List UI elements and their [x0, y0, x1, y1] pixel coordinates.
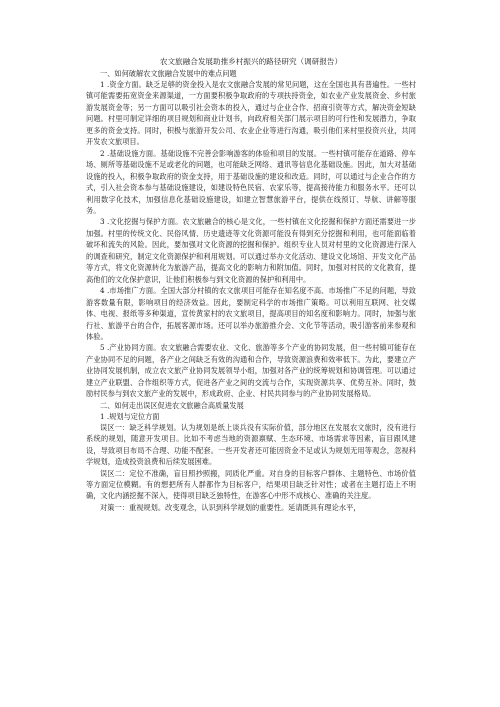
paragraph-misconception-2: 误区二：定位不准确，盲目照抄照搬，同质化严重。对自身的目标客户群体、主题特色、市场价值等方面定位模糊。有的想把所有人群都作为目标客户，结果项目缺乏针对性；或者在主题打造上不明确，文化内涵挖掘不深入，使得项目缺乏独特性，在游客心中形不成核心、准确的关注度。: [86, 468, 416, 501]
subsection-heading-planning: 1 .规划与定位方面: [100, 411, 160, 421]
document-title: 农文旅融合发展助推乡村振兴的路径研究（调研报告）: [159, 57, 343, 66]
section-heading-2: 二、如何走出误区促进农文旅融合高质量发展: [100, 400, 244, 410]
section-heading-1: 一、如何破解农文旅融合发展中的难点问题: [100, 69, 237, 78]
document-page: [86, 56, 416, 696]
paragraph-misconception-1: 误区一：缺乏科学规划。认为规划是纸上谈兵没有实际价值，部分地区在发展农文旅时，没有进行系统的规划，随意开发项目。比如不考虑当地的资源禀赋、生态环境、市场需求等因素，盲目跟风建设，导致项目布局不合理、功能不配套。一些开发者还可能因资金不足或认为规划无用等观念，忽视科学规划，造成投资浪费和后续发展困难。: [86, 422, 416, 467]
paragraph-countermeasure-1: 对策一：重视规划。改变观念，认识到科学规划的重要性。延请既具有理论水平，: [100, 502, 361, 512]
paragraph-industry-synergy: 5 .产业协同方面。农文旅融合需要农业、文化、旅游等多个产业的协同发展，但一些村镇可能存在产业协同不足的问题，各产业之间缺乏有效的沟通和合作，导致资源浪费和效率低下。为此，要建立产业协同发展机制，成立农文旅产业协同发展领导小组，加强对各产业的统筹规划和协调管理。可以通过建立产业联盟、合作组织等方式，促进各产业之间的交流与合作，实现资源共享、优势互补。同时，鼓励村民参与到农文旅产业的发展中，形成政府、企业、村民共同参与的产业协同发展格局。: [86, 343, 416, 399]
paragraph-culture: 3 .文化挖掘与保护方面。农文旅融合的核心是文化，一些村镇在文化挖掘和保护方面还需要进一步加强。村里的传统文化、民俗风情、历史遗迹等文化资源可能没有得到充分挖掘和利用，也可能面临着破坏和流失的风险。因此，要加强对文化资源的挖掘和保护。组织专业人员对村里的文化资源进行深入的调查和研究，制定文化资源保护和利用规划。可以通过举办文化活动、建设文化场馆、开发文化产品等方式，将文化资源转化为旅游产品，提高文化的影响力和附加值。同时，加强对村民的文化教育，提高他们的文化保护意识，让他们积极参与到文化资源的保护和利用中。: [86, 217, 416, 284]
paragraph-infrastructure: 2 .基础设施方面。基础设施不完善会影响游客的体验和项目的发展。一些村镇可能存在道路、停车场、厕所等基础设施不足或老化的问题，也可能缺乏网络、通讯等信息化基础设施。因此，加大对基础设施的投入，积极争取政府的资金支持，用于基础设施的建设和改造。同时，可以通过与企业合作的方式，引入社会资本参与基础设施建设，如建设特色民宿、农家乐等，提高接待能力和服务水平。还可以利用数字化技术，加强信息化基础设施建设，如建立智慧旅游平台，提供在线预订、导航、讲解等服务。: [86, 148, 416, 215]
paragraph-marketing: 4 .市场推广方面。全国大部分村镇的农文旅项目可能存在知名度不高、市场推广不足的问题，导致游客数量有限，影响项目的经济效益。因此，要制定科学的市场推广策略。可以利用互联网、社交媒体、电视、报纸等多种渠道，宣传黄家村的农文旅项目，提高项目的知名度和影响力。同时，加强与旅行社、旅游平台的合作，拓展客源市场。还可以举办旅游推介会、文化节等活动，吸引游客前来参观和体验。: [86, 286, 416, 341]
paragraph-funding: 1 .资金方面。缺乏足够的资金投入是农文旅融合发展的常见问题，这在全国也具有普遍性。一些村镇可能需要拓宽资金来源渠道，一方面要积极争取政府的专项扶持资金，如农业产业发展资金、乡村旅游发展资金等；另一方面可以吸引社会资本的投入，通过与企业合作、招商引资等方式，解决资金短缺问题。村里可制定详细的项目规划和商业计划书，向政府相关部门展示项目的可行性和发展潜力，争取更多的资金支持。同时，积极与旅游开发公司、农业企业等进行沟通，吸引他们来村里投资兴业，共同开发农文旅项目。: [86, 80, 416, 147]
